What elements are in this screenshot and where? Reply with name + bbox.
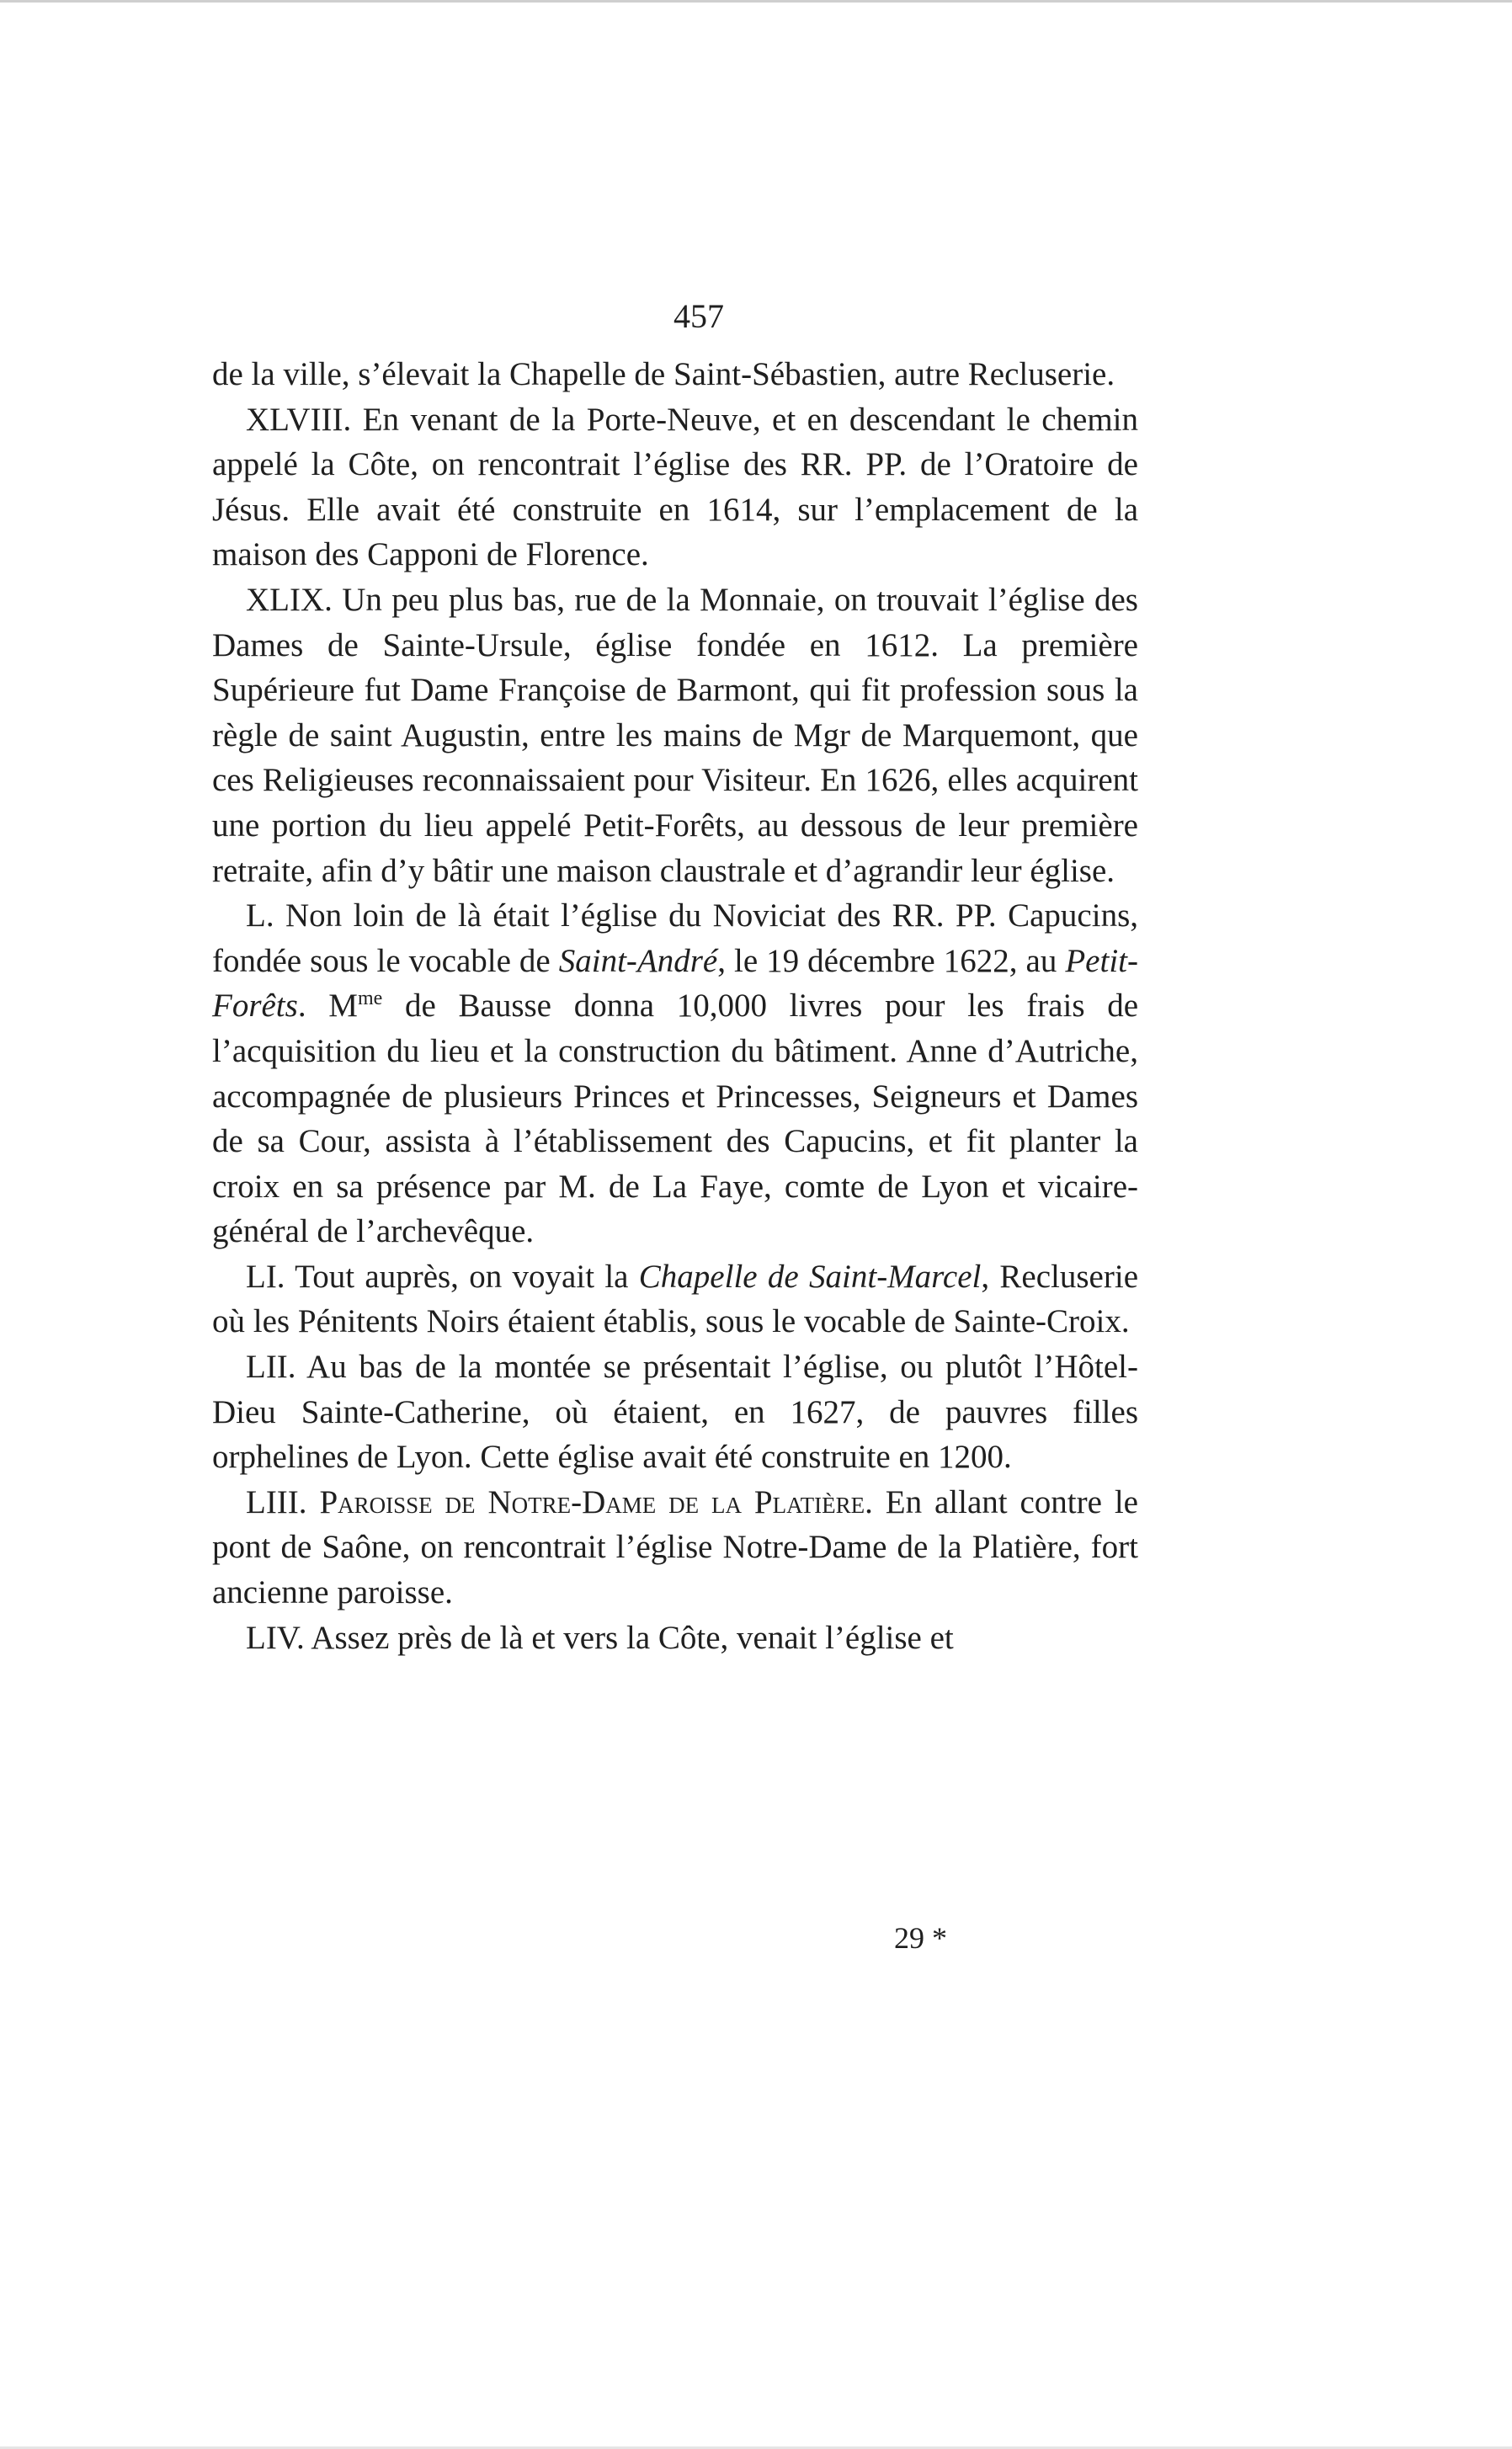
paragraph-4-part-7: de Bausse donna 10,000 livres pour les frais de l’acquisition du lieu et la construction du bâtiment. Anne d’Autriche, accompagnée de plusieurs Princes et Princesses, Seigneurs et Dames de sa Cour, assista à l’établissement des Capucins, et fit planter la croix en sa présence par M. de La Faye, comte de Lyon et vicaire-général de l’archevêque. (212, 988, 1139, 1250)
paragraph-5-part-1: LI. Tout auprès, on voyait la (246, 1258, 639, 1295)
paragraph-4-part-3: , le 19 décembre 1622, au (717, 942, 1066, 979)
paragraph-5-italic: Chapelle de Saint-Marcel (638, 1258, 982, 1295)
paragraph-4-italic-1: Saint-André (558, 942, 718, 979)
paragraph-7-part-1: LIII. (246, 1483, 320, 1520)
top-edge-rule (0, 0, 1512, 3)
paragraph-4 (212, 893, 1138, 1254)
paragraph-1: de la ville, s’élevait la Chapelle de Saint-Sébastien, autre Recluserie. (212, 356, 1115, 392)
paragraph-8: LIV. Assez près de là et vers la Côte, venait l’église et (246, 1619, 954, 1656)
paragraph-4-part-5: . M (297, 988, 358, 1025)
paragraph-7-part-3: . En allant contre le pont de Saône, on rencontrait l’église Notre-Dame de la Platière, fort ancienne paroisse. (212, 1483, 1138, 1611)
page-body (212, 352, 1138, 1660)
paragraph-7-small-caps: Paroisse de Notre-Dame de la Platière (319, 1483, 865, 1520)
paragraph-4-superscript: me (357, 988, 383, 1010)
signature-mark: 29 * (894, 1921, 947, 1955)
page-number: 457 (673, 297, 724, 335)
paragraph-2: XLVIII. En venant de la Porte-Neuve, et en descendant le chemin appelé la Côte, on rencontrait l’église des RR. PP. de l’Oratoire de Jésus. Elle avait été construite en 1614, sur l’emplacement de la maison des Capponi de Florence. (212, 401, 1138, 573)
paragraph-3: XLIX. Un peu plus bas, rue de la Monnaie, on trouvait l’église des Dames de Sainte-Ursule, église fondée en 1612. La première Supérieure fut Dame Françoise de Barmont, qui fit profession sous la règle de saint Augustin, entre les mains de Mgr de Marquemont, que ces Religieuses reconnaissaient pour Visiteur. En 1626, elles acquirent une portion du lieu appelé Petit-Forêts, au dessous de leur première retraite, afin d’y bâtir une maison claustrale et d’agrandir leur église. (212, 581, 1138, 889)
paragraph-7 (212, 1480, 1138, 1616)
paragraph-6: LII. Au bas de la montée se présentait l’église, ou plutôt l’Hôtel-Dieu Sainte-Catherine, où étaient, en 1627, de pauvres filles orphelines de Lyon. Cette église avait été construite en 1200. (212, 1349, 1138, 1476)
paragraph-5 (212, 1254, 1138, 1344)
paragraph-5-part-3: , Recluserie où les Pénitents Noirs étaient établis, sous le vocable de Sainte-Croix. (212, 1258, 1139, 1340)
paragraph-4-italic-2: Petit-Forêts (212, 942, 1138, 1025)
paragraph-4-part-1: L. Non loin de là était l’église du Noviciat des RR. PP. Capucins, fondée sous le vocable de (212, 897, 1138, 979)
